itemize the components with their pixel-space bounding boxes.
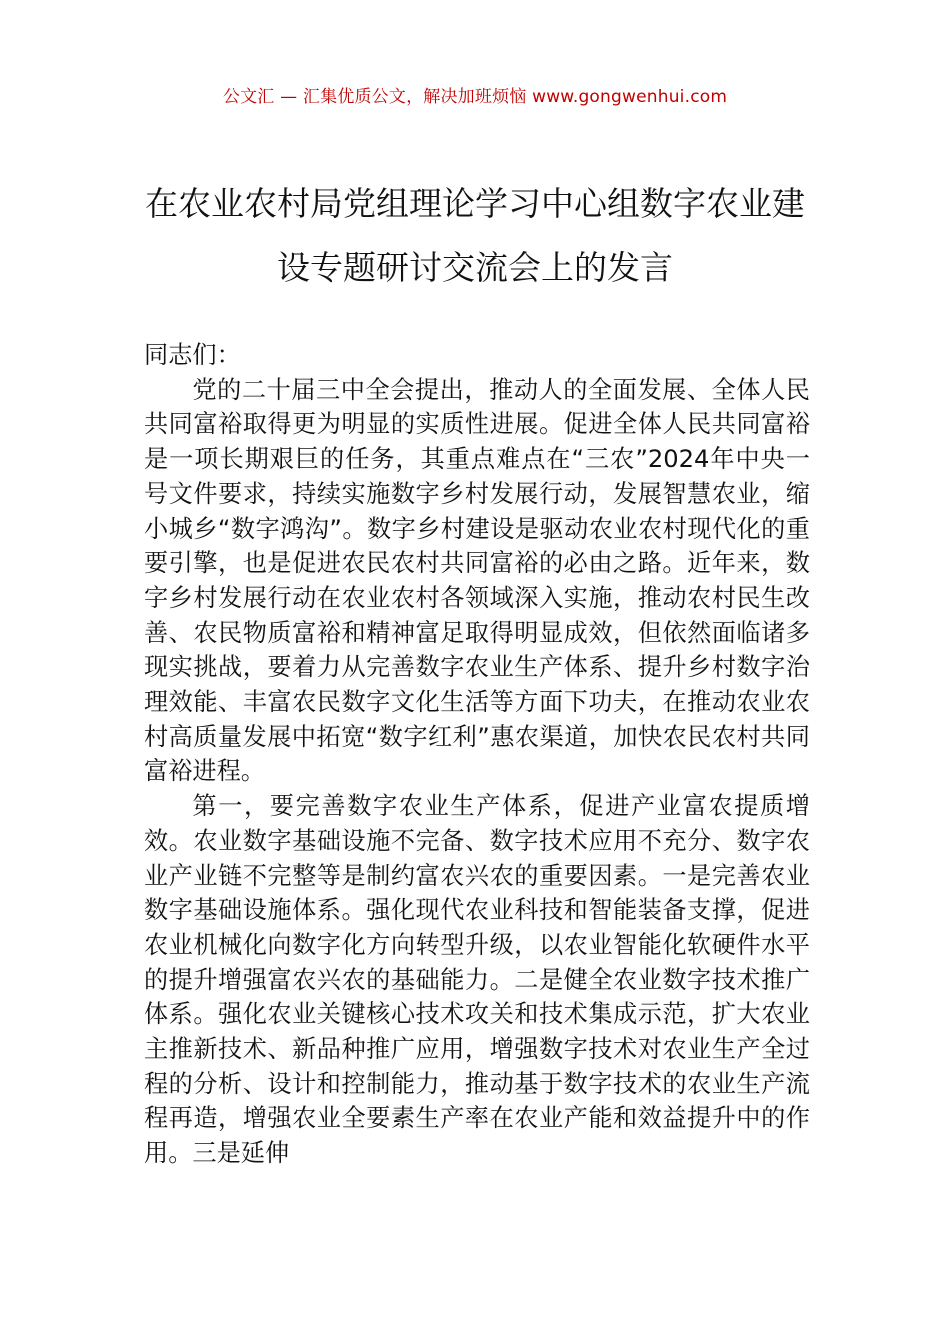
salutation: 同志们： <box>144 341 241 369</box>
document-body <box>144 338 810 1171</box>
site-banner: 公文汇 — 汇集优质公文，解决加班烦恼 www.gongwenhui.com <box>222 87 728 107</box>
document-title: 在农业农村局党组理论学习中心组数字农业建设专题研讨交流会上的发言 <box>145 184 805 287</box>
paragraph-intro: 党的二十届三中全会提出，推动人的全面发展、全体人民共同富裕取得更为明显的实质性进展。促进全体人民共同富裕是一项长期艰巨的任务，其重点难点在“三农”2024年中央一号文件要求，持续实施数字乡村发展行动，发展智慧农业，缩小城乡“数字鸿沟”。数字乡村建设是驱动农业农村现代化的重要引擎，也是促进农民农村共同富裕的必由之路。近年来，数字乡村发展行动在农业农村各领域深入实施，推动农村民生改善、农民物质富裕和精神富足取得明显成效，但依然面临诸多现实挑战，要着力从完善数字农业生产体系、提升乡村数字治理效能、丰富农民数字文化生活等方面下功夫，在推动农业农村高质量发展中拓宽“数字红利”惠农渠道，加快农民农村共同富裕进程。 <box>144 375 810 786</box>
paragraph-first-point: 第一，要完善数字农业生产体系，促进产业富农提质增效。农业数字基础设施不完备、数字技术应用不充分、数字农业产业链不完整等是制约富农兴农的重要因素。一是完善农业数字基础设施体系。强化现代农业科技和智能装备支撑，促进农业机械化向数字化方向转型升级，以农业智能化软硬件水平的提升增强富农兴农的基础能力。二是健全农业数字技术推广体系。强化农业关键核心技术攻关和技术集成示范，扩大农业主推新技术、新品种推广应用，增强数字技术对农业生产全过程的分析、设计和控制能力，推动基于数字技术的农业生产流程再造，增强农业全要素生产率在农业产能和效益提升中的作用。三是延伸 <box>144 792 810 1168</box>
